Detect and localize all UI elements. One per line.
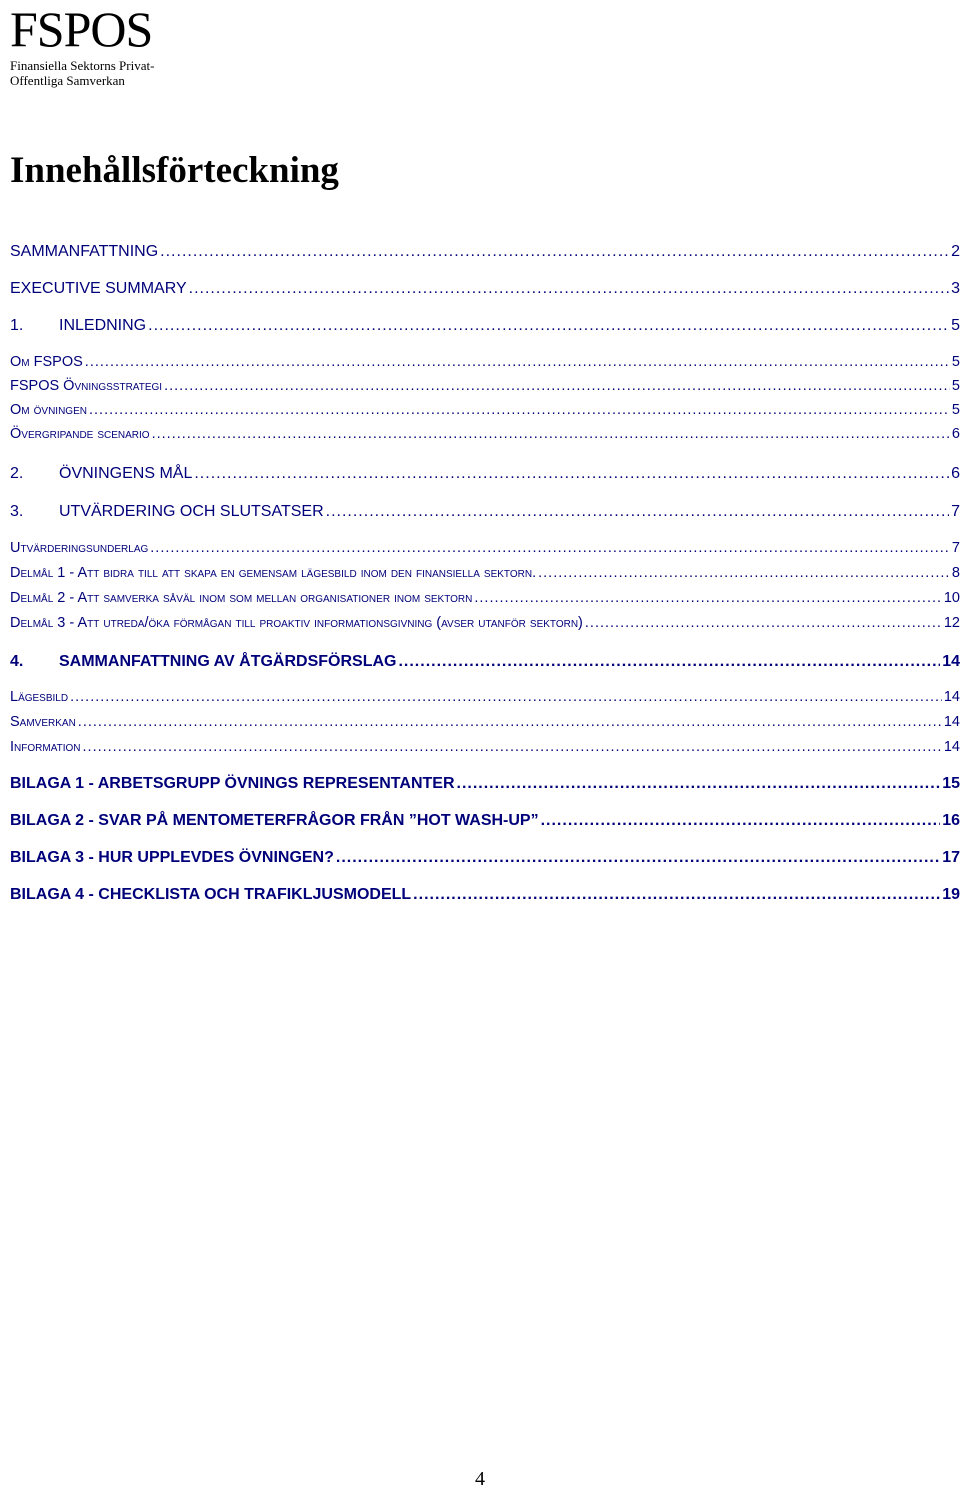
toc-entry-title xyxy=(10,465,192,483)
toc-leader xyxy=(89,402,950,418)
toc-leader xyxy=(541,812,941,830)
toc-entry-title: SAMMANFATTNING xyxy=(10,243,159,260)
toc-leader xyxy=(160,243,949,261)
toc-leader xyxy=(474,590,941,606)
toc-entry-utvarderingsunderlag[interactable] xyxy=(10,540,960,556)
toc-leader xyxy=(194,465,949,483)
toc-entry-page: 16 xyxy=(942,812,960,829)
toc-entry-text: INLEDNING xyxy=(59,317,147,334)
toc-entry-title: Delmål 3 - Att utreda/öka förmågan till proaktiv informationsgivning (avser utanför sektorn) xyxy=(10,615,583,631)
toc-leader xyxy=(413,886,940,904)
toc-entry-bilaga-3[interactable] xyxy=(10,849,960,867)
toc-entry-page: 2 xyxy=(951,243,960,260)
toc-entry-title xyxy=(10,317,146,335)
fspos-logo xyxy=(10,1,155,88)
toc-leader xyxy=(538,565,950,581)
toc-leader xyxy=(398,653,940,671)
toc-entry-samverkan[interactable] xyxy=(10,714,960,730)
toc-entry-om-fspos[interactable] xyxy=(10,354,960,370)
toc-entry-title: Delmål 2 - Att samverka såväl inom som mellan organisationer inom sektorn xyxy=(10,590,473,606)
page-number: 4 xyxy=(475,1468,485,1490)
toc-entry-number: 2. xyxy=(10,465,24,482)
toc-entry-title: BILAGA 2 - SVAR PÅ MENTOMETERFRÅGOR FRÅN ”HOT WASH-UP” xyxy=(10,812,539,829)
toc-leader xyxy=(150,540,950,556)
toc-entry-page: 3 xyxy=(951,280,960,297)
toc-entry-bilaga-2[interactable] xyxy=(10,812,960,830)
toc-entry-scenario[interactable] xyxy=(10,426,960,442)
toc-entry-title: Information xyxy=(10,739,81,755)
toc-entry-number: 3. xyxy=(10,503,24,520)
toc-heading: Innehållsförteckning xyxy=(10,150,339,191)
toc-entry-page: 6 xyxy=(951,426,960,442)
toc-leader xyxy=(585,615,942,631)
toc-entry-text: UTVÄRDERING OCH SLUTSATSER xyxy=(59,503,324,520)
toc-entry-page: 14 xyxy=(943,714,960,730)
toc-entry-page: 5 xyxy=(951,317,960,334)
toc-entry-page: 19 xyxy=(942,886,960,903)
toc-entry-page: 7 xyxy=(951,540,960,556)
toc-entry-page: 15 xyxy=(942,775,960,792)
toc-entry-number: 1. xyxy=(10,317,24,334)
toc-entry-title: BILAGA 1 - ARBETSGRUPP ÖVNINGS REPRESENTANTER xyxy=(10,775,455,792)
toc-entry-title: Delmål 1 - Att bidra till att skapa en gemensam lägesbild inom den finansiella sektorn. xyxy=(10,565,537,581)
toc-entry-information[interactable] xyxy=(10,739,960,755)
toc-entry-page: 14 xyxy=(942,653,960,670)
toc-entry-title: BILAGA 3 - HUR UPPLEVDES ÖVNINGEN? xyxy=(10,849,334,866)
toc-leader xyxy=(189,280,949,298)
toc-entry-title xyxy=(10,653,396,671)
toc-entry-delmal-3[interactable] xyxy=(10,615,960,631)
toc-entry-page: 5 xyxy=(951,378,960,394)
toc-entry-title: Om FSPOS xyxy=(10,354,83,370)
toc-entry-page: 7 xyxy=(951,503,960,520)
toc-entry-lagesbild[interactable] xyxy=(10,689,960,705)
toc-entry-title: Samverkan xyxy=(10,714,76,730)
toc-leader xyxy=(83,739,942,755)
logo-subtitle-line1: Finansiella Sektorns Privat- xyxy=(10,58,155,73)
toc-entry-om-ovningen[interactable] xyxy=(10,402,960,418)
toc-entry-page: 17 xyxy=(942,849,960,866)
toc-leader xyxy=(78,714,942,730)
toc-leader xyxy=(152,426,950,442)
toc-entry-page: 5 xyxy=(951,354,960,370)
toc-entry-title: Utvärderingsunderlag xyxy=(10,540,149,556)
toc-entry-bilaga-4[interactable] xyxy=(10,886,960,904)
toc-entry-inledning[interactable] xyxy=(10,317,960,335)
toc-entry-page: 6 xyxy=(951,465,960,482)
toc-entry-executive-summary[interactable] xyxy=(10,280,960,298)
toc-entry-title: Om övningen xyxy=(10,402,87,418)
toc-entry-text: ÖVNINGENS MÅL xyxy=(59,465,193,482)
toc-entry-page: 5 xyxy=(951,402,960,418)
toc-entry-page: 8 xyxy=(951,565,960,581)
toc-entry-delmal-2[interactable] xyxy=(10,590,960,606)
toc-leader xyxy=(326,503,949,521)
logo-wordmark: FSPOS xyxy=(10,1,153,57)
toc-entry-atgardsforslag[interactable] xyxy=(10,653,960,671)
toc-entry-page: 14 xyxy=(943,739,960,755)
toc-entry-title: Lägesbild xyxy=(10,689,69,705)
toc-leader xyxy=(70,689,942,705)
toc-entry-sammanfattning[interactable] xyxy=(10,243,960,261)
toc-leader xyxy=(336,849,940,867)
logo-subtitle-line2: Offentliga Samverkan xyxy=(10,73,125,88)
toc-entry-title xyxy=(10,503,324,521)
toc-entry-bilaga-1[interactable] xyxy=(10,775,960,793)
toc-entry-ovningsstrategi[interactable] xyxy=(10,378,960,394)
toc-entry-page: 14 xyxy=(943,689,960,705)
toc-leader xyxy=(85,354,950,370)
toc-entry-utvardering[interactable] xyxy=(10,503,960,521)
toc-entry-title: BILAGA 4 - CHECKLISTA OCH TRAFIKLJUSMODELL xyxy=(10,886,412,903)
toc-leader xyxy=(457,775,941,793)
toc-entry-title: FSPOS Övningsstrategi xyxy=(10,378,163,394)
toc-entry-page: 10 xyxy=(943,590,960,606)
toc-leader xyxy=(164,378,950,394)
toc-entry-title: Övergripande scenario xyxy=(10,426,150,442)
toc-entry-delmal-1[interactable] xyxy=(10,565,960,581)
toc-entry-title: EXECUTIVE SUMMARY xyxy=(10,280,187,297)
toc-entry-page: 12 xyxy=(943,615,960,631)
toc-leader xyxy=(148,317,949,335)
toc-entry-number: 4. xyxy=(10,653,24,670)
toc-entry-ovningens-mal[interactable] xyxy=(10,465,960,483)
toc-entry-text: SAMMANFATTNING AV ÅTGÄRDSFÖRSLAG xyxy=(59,653,397,670)
